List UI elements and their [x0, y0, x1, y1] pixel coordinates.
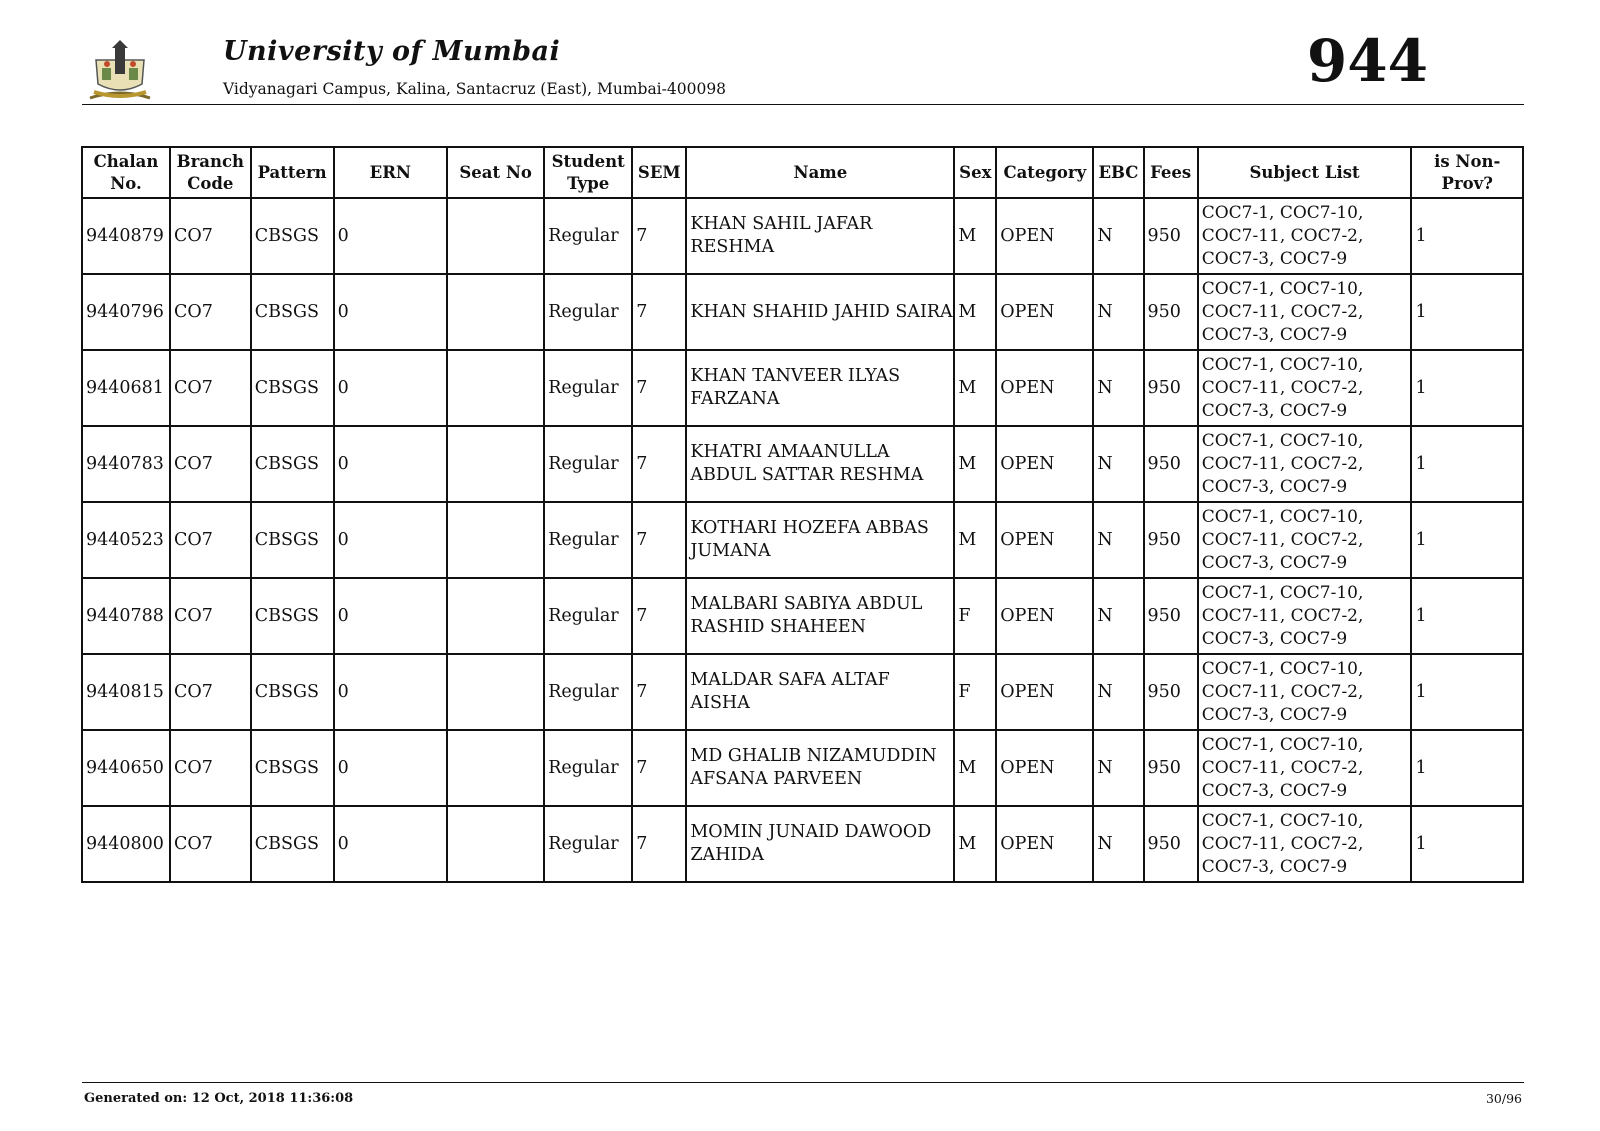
cell-category: OPEN — [996, 806, 1093, 882]
cell-nonprov: 1 — [1411, 198, 1523, 274]
cell-pattern: CBSGS — [251, 502, 334, 578]
cell-nonprov: 1 — [1411, 274, 1523, 350]
cell-fees: 950 — [1144, 350, 1198, 426]
cell-fees: 950 — [1144, 274, 1198, 350]
cell-ern: 0 — [334, 426, 448, 502]
cell-ebc: N — [1093, 502, 1143, 578]
cell-nonprov: 1 — [1411, 578, 1523, 654]
cell-name: KHAN SAHIL JAFAR RESHMA — [686, 198, 954, 274]
cell-chalan: 9440523 — [82, 502, 170, 578]
col-fees: Fees — [1144, 147, 1198, 198]
cell-type: Regular — [544, 730, 632, 806]
table-row — [82, 806, 1523, 882]
cell-seat — [447, 274, 544, 350]
table-row — [82, 426, 1523, 502]
cell-sem: 7 — [632, 198, 686, 274]
cell-branch: CO7 — [170, 350, 251, 426]
col-category: Category — [996, 147, 1093, 198]
cell-branch: CO7 — [170, 502, 251, 578]
cell-name: KHATRI AMAANULLA ABDUL SATTAR RESHMA — [686, 426, 954, 502]
cell-ebc: N — [1093, 350, 1143, 426]
cell-nonprov: 1 — [1411, 350, 1523, 426]
cell-sem: 7 — [632, 350, 686, 426]
cell-ern: 0 — [334, 198, 448, 274]
cell-ebc: N — [1093, 274, 1143, 350]
col-ern: ERN — [334, 147, 448, 198]
cell-seat — [447, 578, 544, 654]
cell-nonprov: 1 — [1411, 730, 1523, 806]
cell-sex: M — [954, 502, 996, 578]
cell-nonprov: 1 — [1411, 502, 1523, 578]
cell-branch: CO7 — [170, 198, 251, 274]
university-address: Vidyanagari Campus, Kalina, Santacruz (East), Mumbai-400098 — [223, 80, 727, 98]
table-header-row — [82, 147, 1523, 198]
cell-fees: 950 — [1144, 426, 1198, 502]
cell-sex: M — [954, 426, 996, 502]
cell-type: Regular — [544, 350, 632, 426]
cell-seat — [447, 426, 544, 502]
cell-sem: 7 — [632, 426, 686, 502]
cell-subjects: COC7-1, COC7-10, COC7-11, COC7-2, COC7-3, COC7-9 — [1198, 730, 1412, 806]
cell-type: Regular — [544, 502, 632, 578]
col-sex: Sex — [954, 147, 996, 198]
cell-ern: 0 — [334, 350, 448, 426]
cell-sex: F — [954, 578, 996, 654]
cell-chalan: 9440783 — [82, 426, 170, 502]
cell-name: MD GHALIB NIZAMUDDIN AFSANA PARVEEN — [686, 730, 954, 806]
cell-subjects: COC7-1, COC7-10, COC7-11, COC7-2, COC7-3, COC7-9 — [1198, 502, 1412, 578]
cell-sex: M — [954, 350, 996, 426]
cell-category: OPEN — [996, 578, 1093, 654]
table-row — [82, 730, 1523, 806]
col-seat-no: Seat No — [447, 147, 544, 198]
col-name: Name — [686, 147, 954, 198]
university-name: University of Mumbai — [223, 36, 561, 67]
cell-sex: M — [954, 198, 996, 274]
cell-pattern: CBSGS — [251, 198, 334, 274]
cell-sem: 7 — [632, 502, 686, 578]
col-branch-code: Branch Code — [170, 147, 251, 198]
table-row — [82, 502, 1523, 578]
cell-category: OPEN — [996, 654, 1093, 730]
cell-category: OPEN — [996, 502, 1093, 578]
cell-sem: 7 — [632, 654, 686, 730]
cell-type: Regular — [544, 274, 632, 350]
cell-ern: 0 — [334, 654, 448, 730]
generated-timestamp: Generated on: 12 Oct, 2018 11:36:08 — [84, 1091, 354, 1106]
cell-branch: CO7 — [170, 654, 251, 730]
cell-pattern: CBSGS — [251, 654, 334, 730]
cell-subjects: COC7-1, COC7-10, COC7-11, COC7-2, COC7-3, COC7-9 — [1198, 274, 1412, 350]
cell-category: OPEN — [996, 350, 1093, 426]
cell-sem: 7 — [632, 806, 686, 882]
cell-pattern: CBSGS — [251, 274, 334, 350]
cell-subjects: COC7-1, COC7-10, COC7-11, COC7-2, COC7-3, COC7-9 — [1198, 198, 1412, 274]
cell-ebc: N — [1093, 426, 1143, 502]
page-indicator: 30/96 — [1485, 1091, 1522, 1106]
cell-pattern: CBSGS — [251, 578, 334, 654]
table-row — [82, 198, 1523, 274]
cell-chalan: 9440879 — [82, 198, 170, 274]
cell-fees: 950 — [1144, 198, 1198, 274]
col-subject-list: Subject List — [1198, 147, 1412, 198]
cell-ern: 0 — [334, 578, 448, 654]
cell-name: MALDAR SAFA ALTAF AISHA — [686, 654, 954, 730]
cell-name: KHAN SHAHID JAHID SAIRA — [686, 274, 954, 350]
cell-name: MOMIN JUNAID DAWOOD ZAHIDA — [686, 806, 954, 882]
cell-seat — [447, 654, 544, 730]
table-row — [82, 274, 1523, 350]
cell-sex: M — [954, 730, 996, 806]
page-header — [82, 27, 1524, 105]
table-row — [82, 350, 1523, 426]
cell-type: Regular — [544, 426, 632, 502]
cell-category: OPEN — [996, 198, 1093, 274]
cell-ebc: N — [1093, 730, 1143, 806]
cell-name: MALBARI SABIYA ABDUL RASHID SHAHEEN — [686, 578, 954, 654]
cell-nonprov: 1 — [1411, 654, 1523, 730]
page-code: 944 — [1306, 27, 1428, 95]
cell-subjects: COC7-1, COC7-10, COC7-11, COC7-2, COC7-3, COC7-9 — [1198, 806, 1412, 882]
cell-chalan: 9440796 — [82, 274, 170, 350]
page-footer — [82, 1082, 1524, 1106]
cell-branch: CO7 — [170, 426, 251, 502]
cell-ern: 0 — [334, 730, 448, 806]
cell-category: OPEN — [996, 730, 1093, 806]
cell-category: OPEN — [996, 274, 1093, 350]
cell-pattern: CBSGS — [251, 426, 334, 502]
table-row — [82, 654, 1523, 730]
chalan-table — [81, 146, 1524, 883]
cell-name: KHAN TANVEER ILYAS FARZANA — [686, 350, 954, 426]
cell-fees: 950 — [1144, 578, 1198, 654]
col-student-type: Student Type — [544, 147, 632, 198]
cell-ern: 0 — [334, 502, 448, 578]
table-row — [82, 578, 1523, 654]
cell-subjects: COC7-1, COC7-10, COC7-11, COC7-2, COC7-3, COC7-9 — [1198, 578, 1412, 654]
col-ebc: EBC — [1093, 147, 1143, 198]
cell-branch: CO7 — [170, 730, 251, 806]
cell-chalan: 9440800 — [82, 806, 170, 882]
cell-seat — [447, 198, 544, 274]
cell-seat — [447, 350, 544, 426]
cell-fees: 950 — [1144, 730, 1198, 806]
cell-fees: 950 — [1144, 502, 1198, 578]
col-non-prov: is Non-Prov? — [1411, 147, 1523, 198]
cell-type: Regular — [544, 198, 632, 274]
cell-category: OPEN — [996, 426, 1093, 502]
cell-seat — [447, 730, 544, 806]
cell-branch: CO7 — [170, 806, 251, 882]
cell-type: Regular — [544, 578, 632, 654]
cell-nonprov: 1 — [1411, 426, 1523, 502]
cell-sex: M — [954, 274, 996, 350]
cell-type: Regular — [544, 654, 632, 730]
cell-subjects: COC7-1, COC7-10, COC7-11, COC7-2, COC7-3, COC7-9 — [1198, 426, 1412, 502]
cell-pattern: CBSGS — [251, 350, 334, 426]
cell-sex: F — [954, 654, 996, 730]
cell-chalan: 9440650 — [82, 730, 170, 806]
cell-branch: CO7 — [170, 578, 251, 654]
cell-ebc: N — [1093, 654, 1143, 730]
cell-chalan: 9440681 — [82, 350, 170, 426]
cell-branch: CO7 — [170, 274, 251, 350]
cell-subjects: COC7-1, COC7-10, COC7-11, COC7-2, COC7-3, COC7-9 — [1198, 350, 1412, 426]
cell-seat — [447, 502, 544, 578]
cell-name: KOTHARI HOZEFA ABBAS JUMANA — [686, 502, 954, 578]
cell-pattern: CBSGS — [251, 730, 334, 806]
cell-nonprov: 1 — [1411, 806, 1523, 882]
cell-ebc: N — [1093, 578, 1143, 654]
cell-ern: 0 — [334, 274, 448, 350]
col-chalan-no: Chalan No. — [82, 147, 170, 198]
cell-ern: 0 — [334, 806, 448, 882]
cell-sem: 7 — [632, 274, 686, 350]
cell-pattern: CBSGS — [251, 806, 334, 882]
cell-fees: 950 — [1144, 806, 1198, 882]
cell-ebc: N — [1093, 806, 1143, 882]
cell-sem: 7 — [632, 730, 686, 806]
cell-chalan: 9440815 — [82, 654, 170, 730]
cell-seat — [447, 806, 544, 882]
cell-subjects: COC7-1, COC7-10, COC7-11, COC7-2, COC7-3, COC7-9 — [1198, 654, 1412, 730]
cell-ebc: N — [1093, 198, 1143, 274]
col-sem: SEM — [632, 147, 686, 198]
cell-chalan: 9440788 — [82, 578, 170, 654]
cell-sem: 7 — [632, 578, 686, 654]
university-crest-icon — [82, 38, 158, 100]
col-pattern: Pattern — [251, 147, 334, 198]
cell-fees: 950 — [1144, 654, 1198, 730]
cell-type: Regular — [544, 806, 632, 882]
cell-sex: M — [954, 806, 996, 882]
